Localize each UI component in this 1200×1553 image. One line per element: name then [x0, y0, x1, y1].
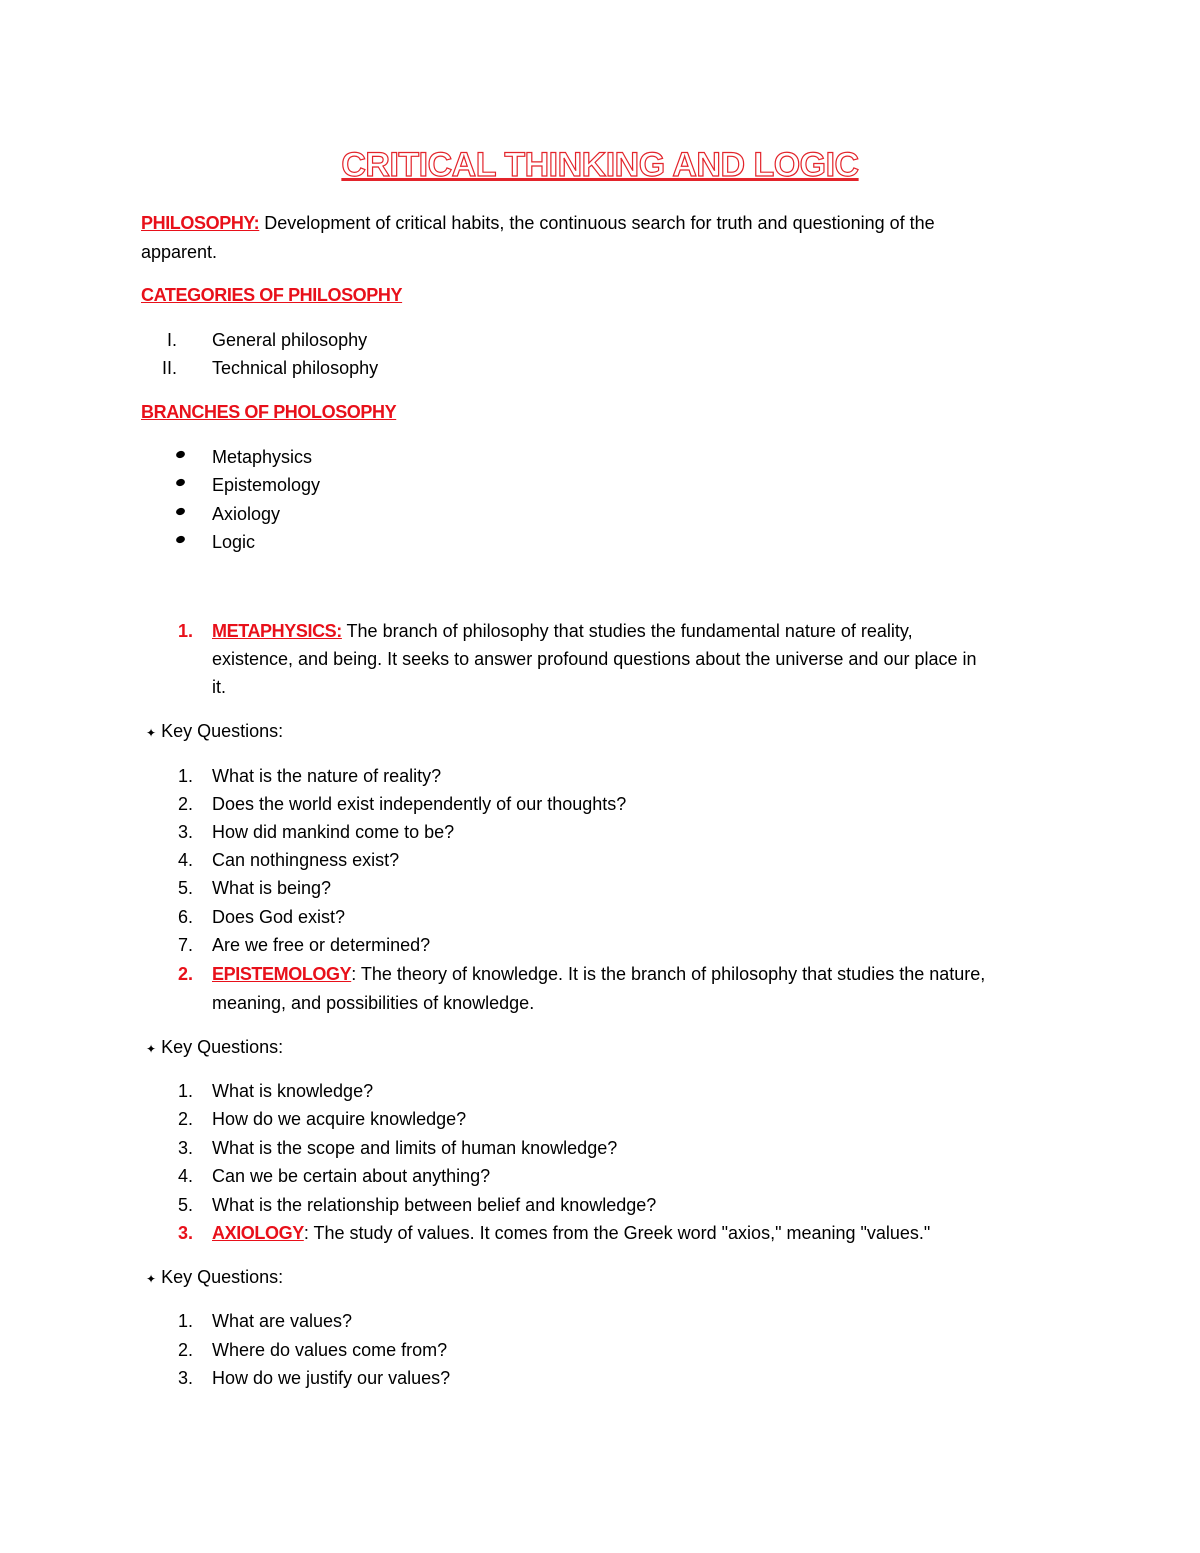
- question-number: 3.: [177, 822, 193, 842]
- question-number: 2.: [177, 794, 193, 814]
- category-marker: II.: [161, 358, 177, 378]
- question-number: 1.: [177, 1081, 193, 1101]
- question-text: What is the relationship between belief and knowledge?: [212, 1195, 657, 1215]
- metaphysics-text-line2: existence, and being. It seeks to answer profound questions about the universe and our place in: [212, 649, 977, 669]
- axiology-definition: [212, 1222, 930, 1244]
- philosophy-text-line2: apparent.: [141, 242, 218, 262]
- question-text: How did mankind come to be?: [212, 822, 455, 842]
- question-text: What is being?: [212, 878, 332, 898]
- question-number: 5.: [177, 878, 193, 898]
- category-item: General philosophy: [212, 330, 368, 350]
- bullet-icon: [175, 535, 186, 545]
- branch-item: Epistemology: [212, 475, 321, 495]
- key-questions-text: Key Questions:: [161, 1037, 284, 1057]
- bullet-icon: [175, 507, 186, 517]
- key-questions-text: Key Questions:: [161, 721, 284, 741]
- epistemology-definition: [212, 963, 985, 985]
- branch-item: Metaphysics: [212, 447, 313, 467]
- metaphysics-text-line3: it.: [212, 677, 227, 697]
- philosophy-text-line1: Development of critical habits, the continuous search for truth and questioning of the: [259, 213, 935, 233]
- question-number: 4.: [177, 1166, 193, 1186]
- question-text: Does God exist?: [212, 907, 346, 927]
- question-text: Are we free or determined?: [212, 935, 431, 955]
- question-text: Can nothingness exist?: [212, 850, 400, 870]
- key-questions-label: [146, 1036, 283, 1058]
- question-text: What are values?: [212, 1311, 353, 1331]
- branch-item: Axiology: [212, 504, 281, 524]
- question-text: What is knowledge?: [212, 1081, 374, 1101]
- question-text: What is the scope and limits of human knowledge?: [212, 1138, 618, 1158]
- key-questions-label: [146, 1266, 283, 1288]
- question-number: 1.: [177, 766, 193, 786]
- branch-item: Logic: [212, 532, 256, 552]
- question-text: What is the nature of reality?: [212, 766, 442, 786]
- question-number: 4.: [177, 850, 193, 870]
- philosophy-label: PHILOSOPHY:: [141, 213, 260, 233]
- philosophy-definition: [141, 212, 935, 234]
- key-questions-label: [146, 720, 283, 742]
- bullet-icon: [175, 478, 186, 488]
- section-number: 2.: [177, 964, 193, 984]
- question-number: 3.: [177, 1138, 193, 1158]
- epistemology-text-line1: : The theory of knowledge. It is the branch of philosophy that studies the nature,: [351, 964, 986, 984]
- category-marker: I.: [166, 330, 177, 350]
- metaphysics-definition: [212, 620, 913, 642]
- axiology-label: AXIOLOGY: [212, 1223, 304, 1243]
- question-text: How do we justify our values?: [212, 1368, 451, 1388]
- epistemology-label: EPISTEMOLOGY: [212, 964, 352, 984]
- question-number: 5.: [177, 1195, 193, 1215]
- categories-heading: CATEGORIES OF PHILOSOPHY: [141, 285, 403, 305]
- question-text: Where do values come from?: [212, 1340, 448, 1360]
- section-number: 1.: [177, 621, 193, 641]
- question-number: 2.: [177, 1109, 193, 1129]
- question-number: 1.: [177, 1311, 193, 1331]
- star-bullet-icon: ✦: [146, 1042, 157, 1056]
- question-number: 2.: [177, 1340, 193, 1360]
- question-number: 3.: [177, 1368, 193, 1388]
- bullet-icon: [175, 450, 186, 460]
- epistemology-text-line2: meaning, and possibilities of knowledge.: [212, 993, 535, 1013]
- question-text: Does the world exist independently of our thoughts?: [212, 794, 627, 814]
- question-number: 7.: [177, 935, 193, 955]
- star-bullet-icon: ✦: [146, 1272, 157, 1286]
- branches-heading: BRANCHES OF PHOLOSOPHY: [141, 402, 397, 422]
- question-number: 6.: [177, 907, 193, 927]
- axiology-text-line1: : The study of values. It comes from the Greek word "axios," meaning "values.": [303, 1223, 931, 1243]
- question-text: Can we be certain about anything?: [212, 1166, 491, 1186]
- star-bullet-icon: ✦: [146, 726, 157, 740]
- metaphysics-label: METAPHYSICS:: [212, 621, 342, 641]
- page-title: CRITICAL THINKING AND LOGIC: [341, 146, 859, 184]
- category-item: Technical philosophy: [212, 358, 379, 378]
- section-number: 3.: [177, 1223, 193, 1243]
- key-questions-text: Key Questions:: [161, 1267, 284, 1287]
- question-text: How do we acquire knowledge?: [212, 1109, 467, 1129]
- metaphysics-text-line1: The branch of philosophy that studies the fundamental nature of reality,: [341, 621, 913, 641]
